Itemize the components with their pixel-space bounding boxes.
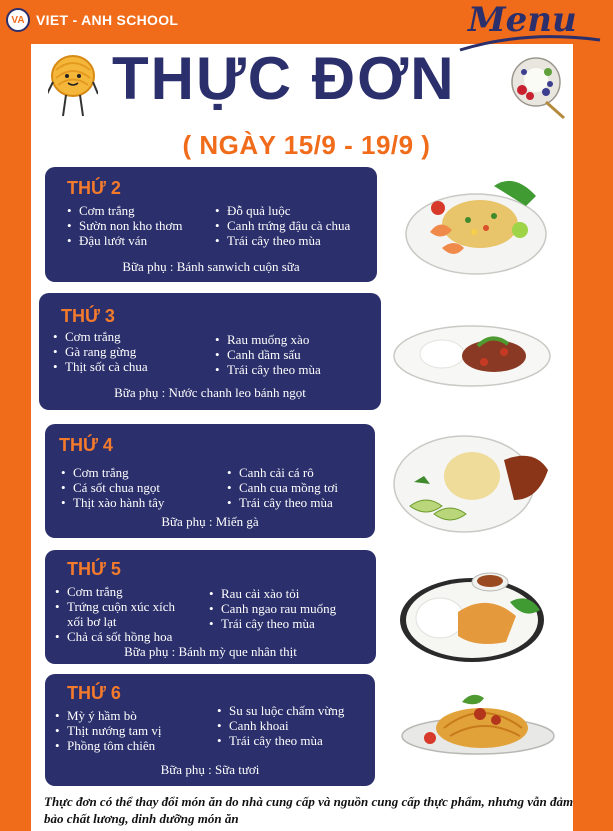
dish-item: • Cơm trắng bbox=[59, 465, 164, 480]
dish-item: • Canh cua mồng tơi bbox=[225, 480, 338, 495]
day-card-thu-6 bbox=[45, 674, 375, 786]
dish-item: • Cơm trắng bbox=[51, 329, 148, 344]
chicken-katsu-plate-icon bbox=[398, 572, 548, 664]
dish-item: • Mỳ ý hầm bò bbox=[53, 708, 161, 723]
dish-item: • Trái cây theo mùa bbox=[213, 233, 350, 248]
dish-item: • Canh cải cá rô bbox=[225, 465, 338, 480]
yogurt-bowl-icon bbox=[508, 52, 568, 120]
dish-item: • Rau muống xào bbox=[213, 332, 321, 347]
dish-item: • Thịt sốt cà chua bbox=[51, 359, 148, 374]
dish-item: • Trái cây theo mùa bbox=[207, 616, 336, 631]
snack-text: Bữa phụ : Nước chanh leo bánh ngọt bbox=[114, 385, 306, 400]
day-title: THỨ 5 bbox=[67, 559, 121, 579]
dish-item: • Sườn non kho thơm bbox=[65, 218, 183, 233]
school-logo: VA bbox=[6, 8, 30, 32]
dish-item-continued: xối bơ lạt bbox=[67, 614, 117, 629]
dish-item: • Canh ngao rau muống bbox=[207, 601, 336, 616]
fried-rice-plate-icon bbox=[402, 172, 550, 280]
dish-item: • Canh dầm sấu bbox=[213, 347, 321, 362]
dish-item: • Đậu lướt ván bbox=[65, 233, 183, 248]
dish-list-right bbox=[225, 465, 338, 510]
day-title: THỨ 2 bbox=[67, 178, 121, 198]
dish-list-left bbox=[53, 584, 175, 644]
day-title: THỨ 3 bbox=[61, 306, 115, 326]
dish-list-left bbox=[65, 203, 183, 248]
dish-item: • Trái cây theo mùa bbox=[215, 733, 344, 748]
day-card-thu-5 bbox=[45, 550, 376, 664]
dish-item: • Cá sốt chua ngọt bbox=[59, 480, 164, 495]
menu-script-title: Menu bbox=[468, 0, 577, 40]
dish-list-left bbox=[59, 465, 164, 510]
dish-item: • Thịt xào hành tây bbox=[59, 495, 164, 510]
dish-list-right bbox=[213, 332, 321, 377]
dish-item: • Trái cây theo mùa bbox=[213, 362, 321, 377]
day-card-thu-2 bbox=[45, 167, 377, 282]
date-range: ( NGÀY 15/9 - 19/9 ) bbox=[182, 130, 431, 160]
school-header bbox=[6, 8, 178, 32]
snack-text: Bữa phụ : Bánh mỳ que nhân thịt bbox=[124, 644, 297, 659]
noodle-mascot-icon bbox=[48, 52, 98, 122]
dish-list-right bbox=[215, 703, 344, 748]
dish-item: • Gà rang gừng bbox=[51, 344, 148, 359]
dish-item: • Chả cá sốt hồng hoa bbox=[53, 629, 175, 644]
dish-item: • Cơm trắng bbox=[53, 584, 175, 599]
dish-item: • Đỗ quả luộc bbox=[213, 203, 350, 218]
dish-list-right bbox=[207, 586, 336, 631]
dish-item: • Cơm trắng bbox=[65, 203, 183, 218]
dish-item: • Phồng tôm chiên bbox=[53, 738, 161, 753]
dish-item: • Canh khoai bbox=[215, 718, 344, 733]
dish-item: • Su su luộc chấm vừng bbox=[215, 703, 344, 718]
snack-text: Bữa phụ : Miến gà bbox=[161, 514, 259, 529]
day-card-thu-4 bbox=[45, 424, 375, 538]
day-title: THỨ 6 bbox=[67, 683, 121, 703]
dish-item: • Thịt nướng tam vị bbox=[53, 723, 161, 738]
dish-item: • Canh trứng đậu cà chua bbox=[213, 218, 350, 233]
dish-list-left bbox=[53, 708, 161, 753]
dish-item: • Trứng cuộn xúc xích bbox=[53, 599, 175, 614]
footer-note: Thực đơn có thể thay đổi món ăn do nhà cung cấp và nguồn cung cấp thực phẩm, nhưng vẫn đảm bảo chất lương, dinh dưỡng món ăn bbox=[44, 794, 574, 826]
dish-list-left bbox=[51, 329, 148, 374]
page-title: THỰC ĐƠN bbox=[112, 45, 456, 112]
snack-text: Bữa phụ : Sữa tươi bbox=[160, 762, 260, 777]
dish-item: • Rau cải xào tỏi bbox=[207, 586, 336, 601]
spaghetti-plate-icon bbox=[400, 692, 556, 762]
day-card-thu-3 bbox=[39, 293, 381, 410]
dish-list-right bbox=[213, 203, 350, 248]
fish-rice-plate-icon bbox=[392, 432, 552, 536]
dish-item: • Trái cây theo mùa bbox=[225, 495, 338, 510]
snack-text: Bữa phụ : Bánh sanwich cuộn sữa bbox=[122, 259, 300, 274]
school-name: VIET - ANH SCHOOL bbox=[36, 12, 179, 28]
day-title: THỨ 4 bbox=[59, 435, 113, 455]
ginger-chicken-plate-icon bbox=[392, 318, 552, 388]
